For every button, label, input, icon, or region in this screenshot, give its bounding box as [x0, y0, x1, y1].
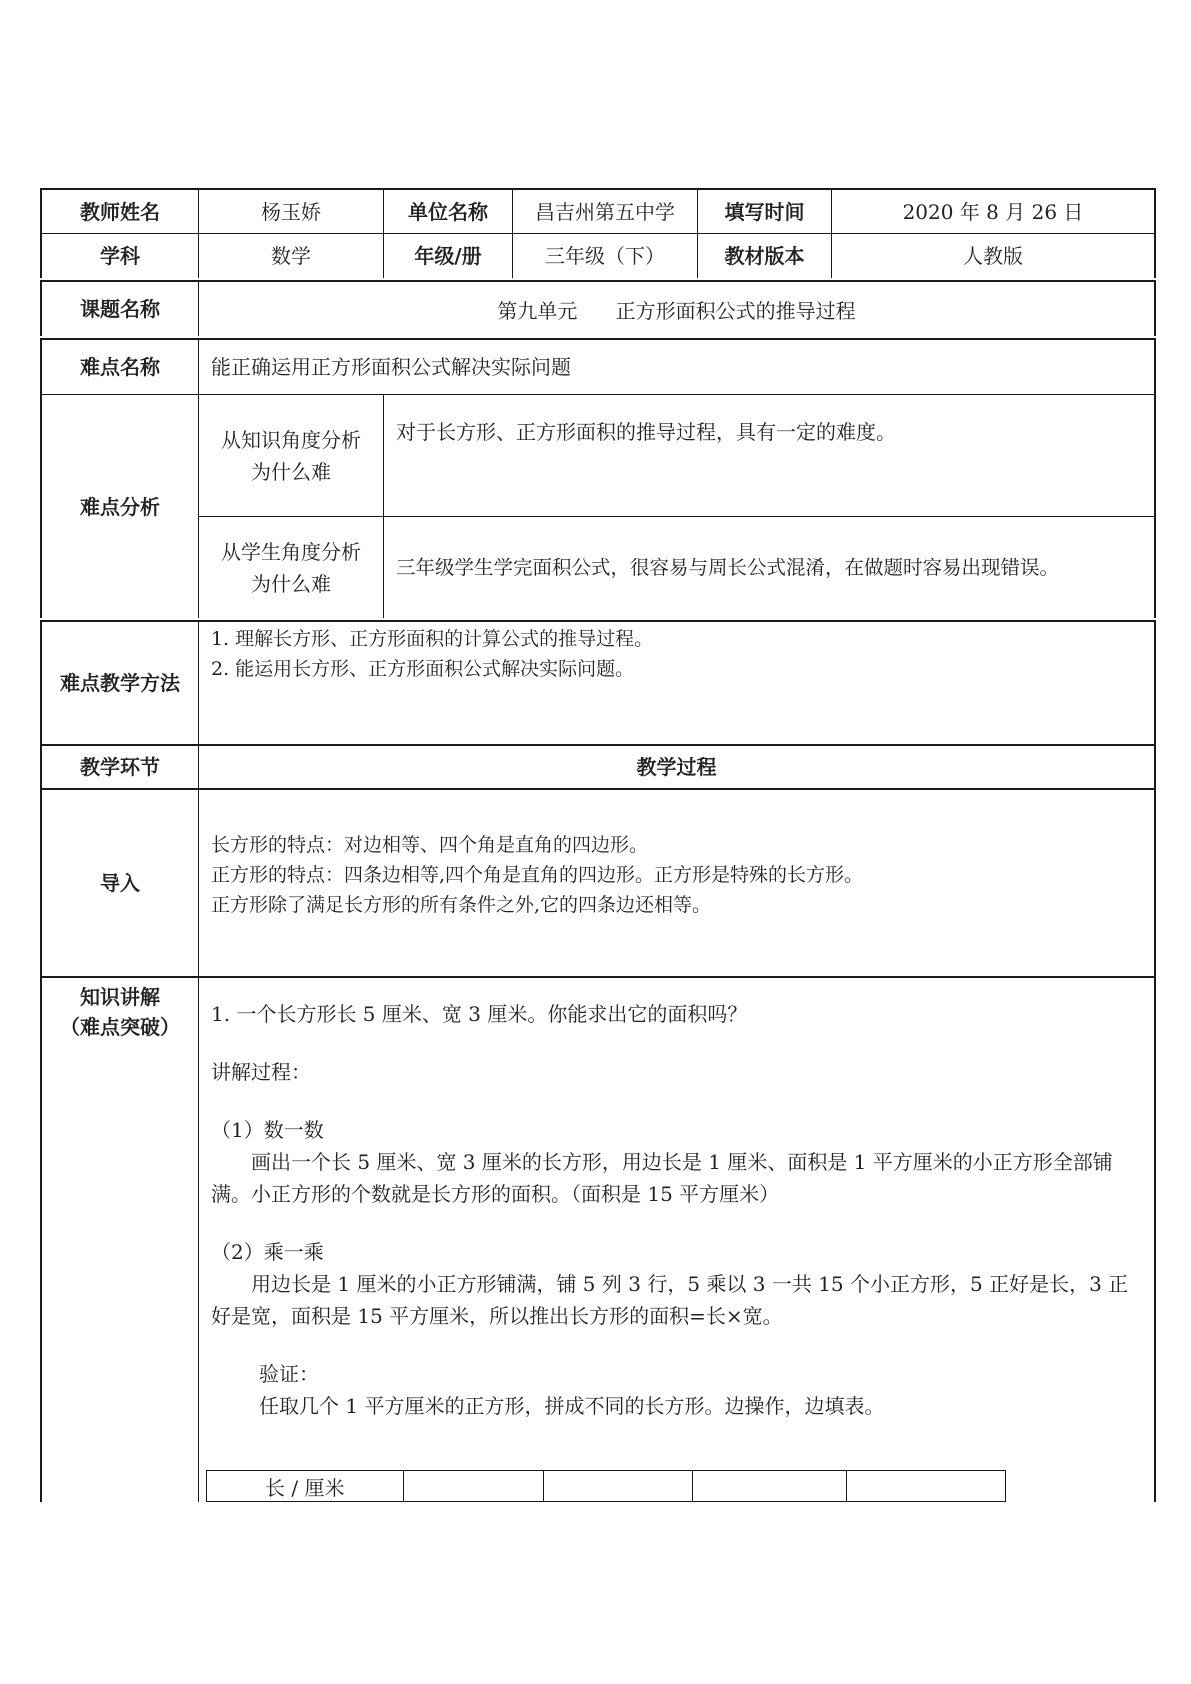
subject-label: 学科	[40, 233, 198, 278]
table-row	[207, 1471, 1006, 1502]
knowledge-label	[40, 976, 198, 1502]
student-angle-line2: 为什么难	[251, 571, 331, 596]
fill-date-label: 填写时间	[697, 188, 831, 233]
unit-name-label: 单位名称	[383, 188, 512, 233]
teacher-name-value: 杨玉娇	[198, 188, 383, 233]
topic-label: 课题名称	[40, 280, 198, 336]
fill-in-table	[206, 1470, 1006, 1502]
process-header-label: 教学过程	[198, 744, 1156, 788]
section-header-label: 教学环节	[40, 744, 198, 788]
grade-label: 年级/册	[383, 233, 512, 278]
knowledge-angle-line2: 为什么难	[251, 459, 331, 484]
step2-text: 用边长是 1 厘米的小正方形铺满，铺 5 列 3 行，5 乘以 3 一共 15 个小正方形，5 正好是长，3 正好是宽，面积是 15 平方厘米，所以推出长方形的面积=长×宽。	[211, 1272, 1129, 1328]
student-angle-text: 三年级学生学完面积公式，很容易与周长公式混淆，在做题时容易出现错误。	[383, 516, 1156, 618]
subject-value: 数学	[198, 233, 383, 278]
knowledge-angle-text: 对于长方形、正方形面积的推导过程，具有一定的难度。	[383, 394, 1156, 516]
teacher-name-label: 教师姓名	[40, 188, 198, 233]
table-cell[interactable]	[847, 1471, 1006, 1502]
table-cell-length-header: 长 / 厘米	[207, 1471, 404, 1502]
intro-text	[198, 788, 1156, 976]
topic-value: 第九单元 正方形面积公式的推导过程	[198, 280, 1156, 336]
knowledge-label-line1: 知识讲解	[80, 985, 160, 1009]
unit-name-value: 昌吉州第五中学	[512, 188, 697, 233]
method-label: 难点教学方法	[40, 620, 198, 744]
table-cell[interactable]	[544, 1471, 693, 1502]
knowledge-label-line2: （难点突破）	[60, 1015, 180, 1039]
method-item-1: 1. 理解长方形、正方形面积的计算公式的推导过程。	[211, 628, 654, 650]
knowledge-question: 1. 一个长方形长 5 厘米、宽 3 厘米。你能求出它的面积吗？	[211, 1002, 748, 1026]
method-list	[198, 620, 1156, 744]
difficulty-label: 难点名称	[40, 338, 198, 394]
knowledge-content	[198, 976, 1156, 1502]
method-item-2: 2. 能运用长方形、正方形面积公式解决实际问题。	[211, 658, 635, 680]
fill-date-value: 2020 年 8 月 26 日	[831, 188, 1156, 233]
intro-line-3: 正方形除了满足长方形的所有条件之外,它的四条边还相等。	[211, 894, 712, 916]
grade-value: 三年级（下）	[512, 233, 697, 278]
knowledge-process-title: 讲解过程：	[211, 1060, 311, 1084]
step1-title: （1）数一数	[211, 1118, 324, 1142]
student-angle-line1: 从学生角度分析	[221, 539, 361, 564]
intro-label: 导入	[40, 788, 198, 976]
knowledge-angle-label	[198, 394, 383, 516]
edition-value: 人教版	[831, 233, 1156, 278]
difficulty-value: 能正确运用正方形面积公式解决实际问题	[198, 338, 1156, 394]
knowledge-angle-line1: 从知识角度分析	[221, 427, 361, 452]
verify-text: 任取几个 1 平方厘米的正方形，拼成不同的长方形。边操作，边填表。	[259, 1394, 885, 1418]
step2-title: （2）乘一乘	[211, 1240, 324, 1264]
student-angle-label	[198, 516, 383, 618]
table-cell[interactable]	[692, 1471, 847, 1502]
edition-label: 教材版本	[697, 233, 831, 278]
intro-line-2: 正方形的特点：四条边相等,四个角是直角的四边形。正方形是特殊的长方形。	[211, 864, 864, 886]
analysis-label: 难点分析	[40, 394, 198, 618]
verify-title: 验证：	[259, 1362, 319, 1386]
step1-text: 画出一个长 5 厘米、宽 3 厘米的长方形，用边长是 1 厘米、面积是 1 平方厘米的小正方形全部铺满。小正方形的个数就是长方形的面积。（面积是 15 平方厘米）	[211, 1150, 1113, 1206]
intro-line-1: 长方形的特点：对边相等、四个角是直角的四边形。	[211, 834, 649, 856]
table-cell[interactable]	[403, 1471, 544, 1502]
